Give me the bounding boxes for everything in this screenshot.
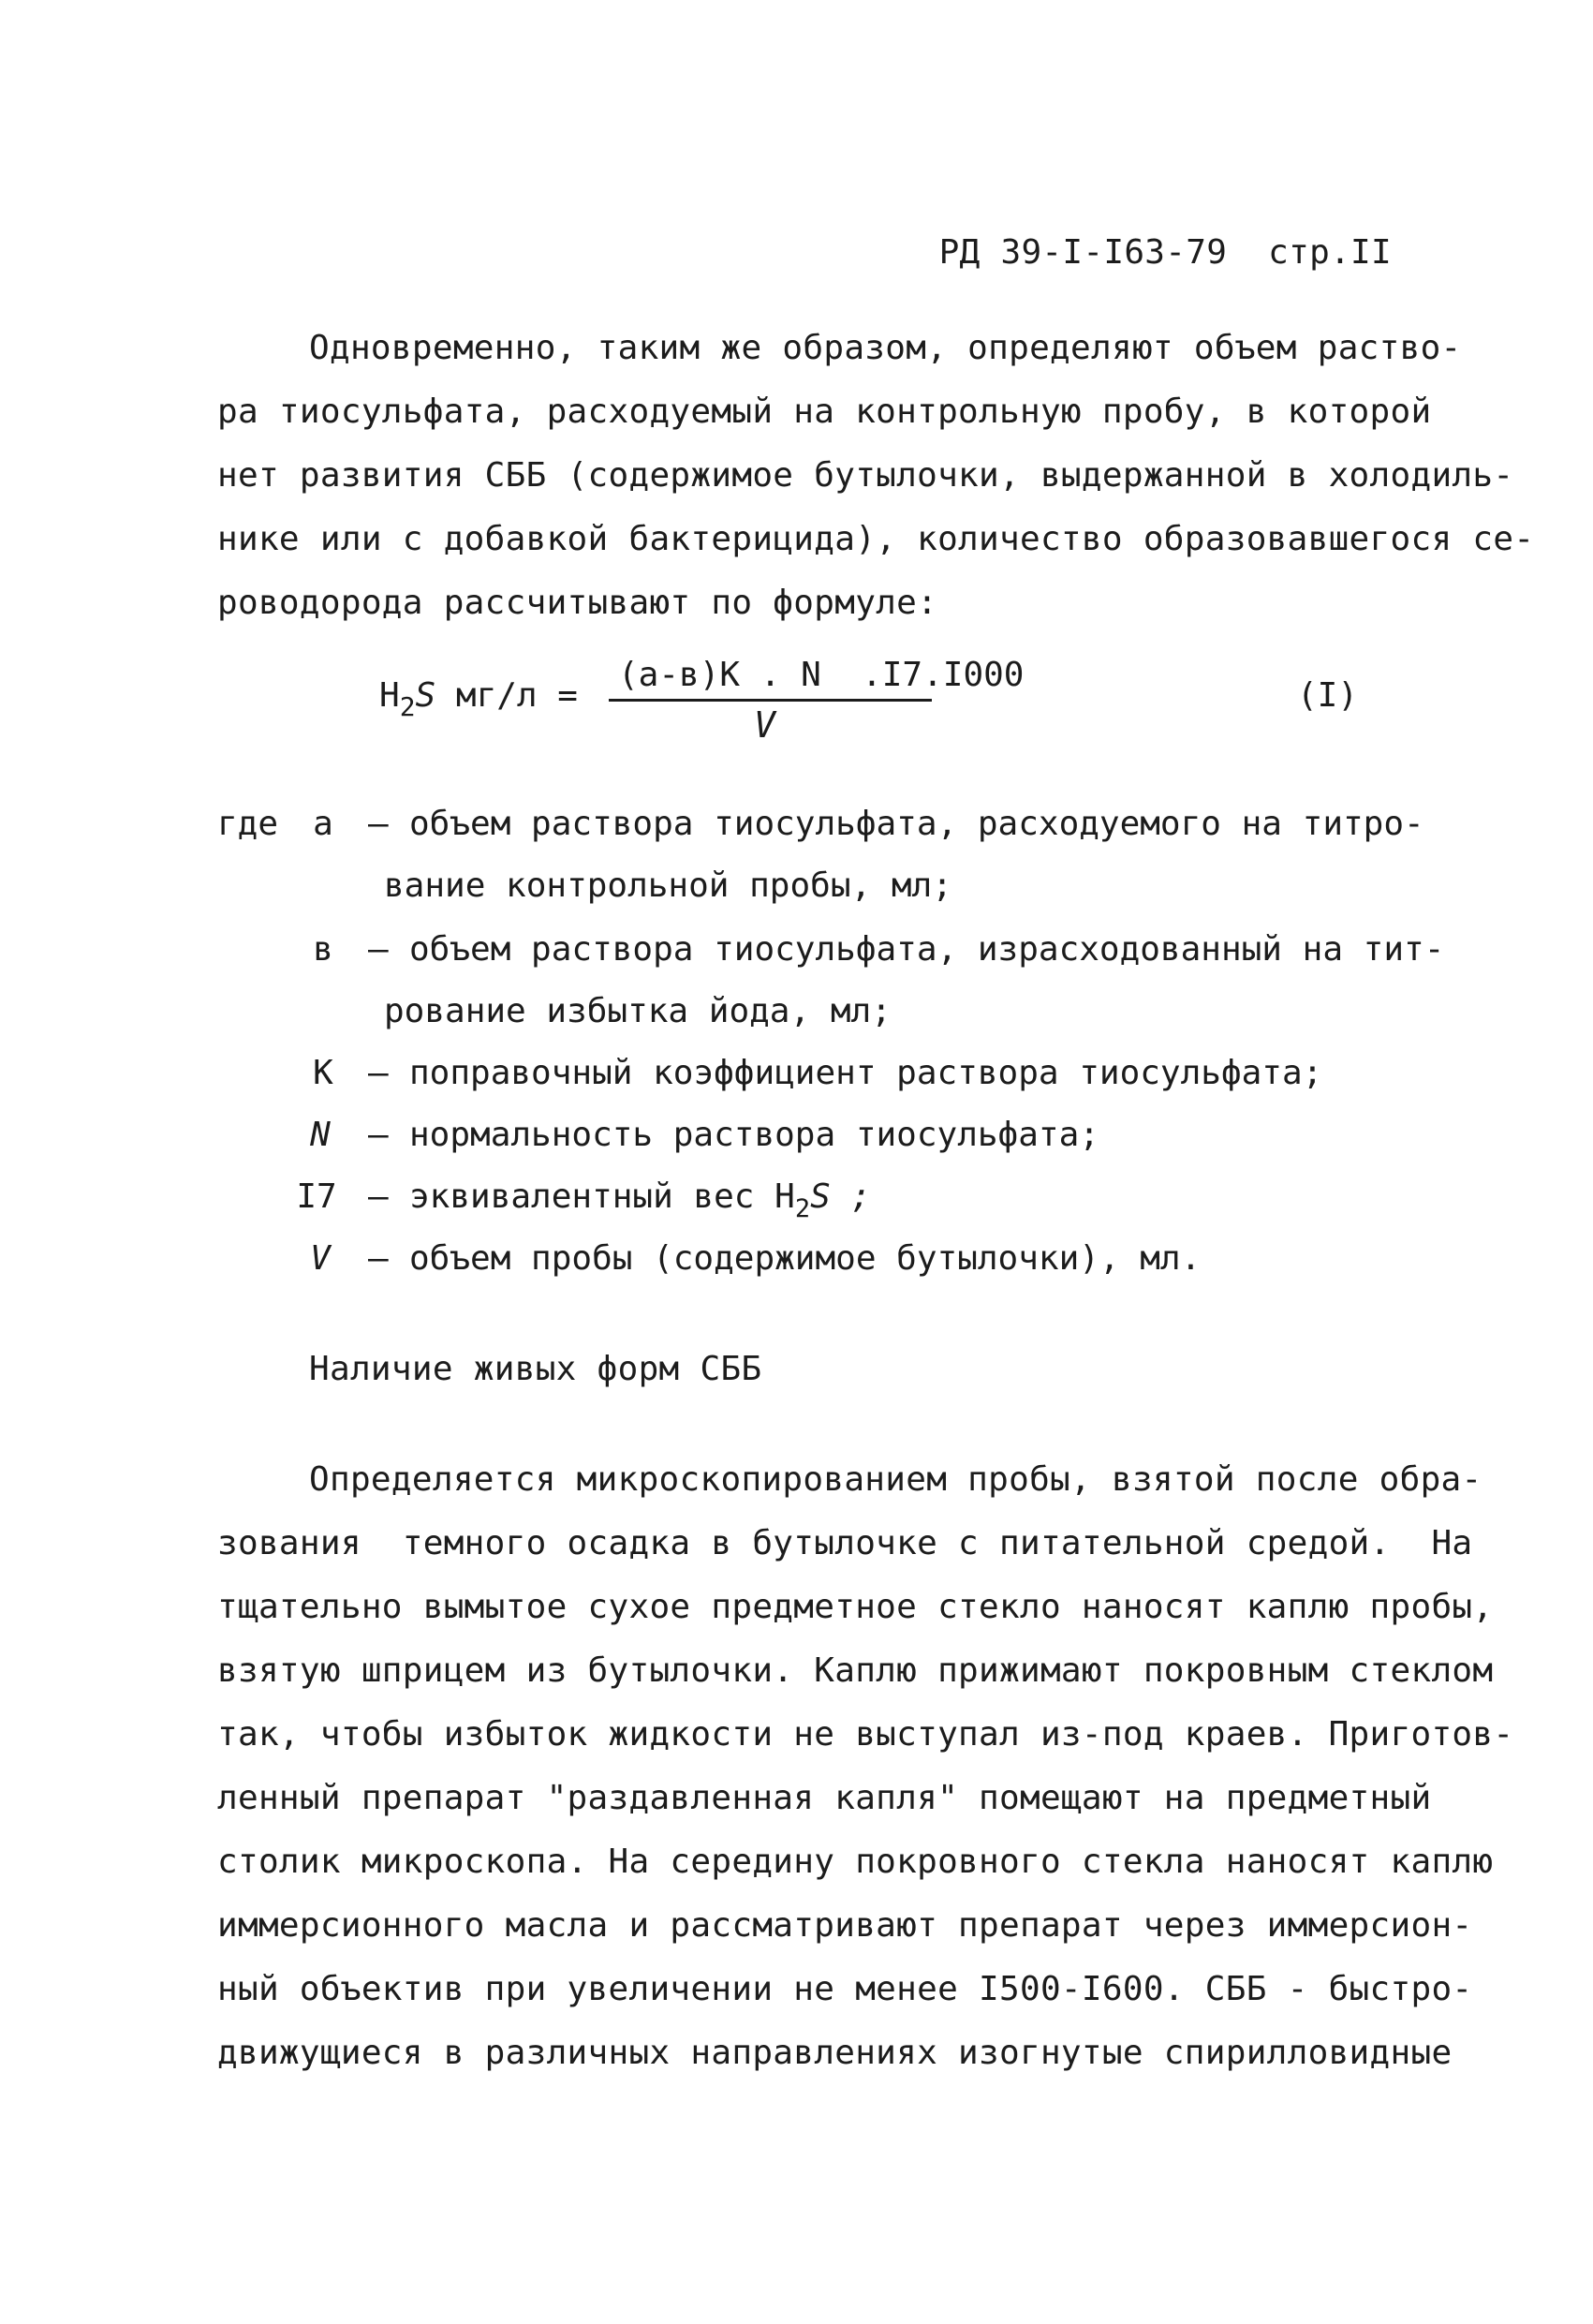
def-symbol-n: N [310, 1116, 331, 1154]
def-symbol-a: а [313, 805, 333, 843]
intro-line-3: нет развития СББ (содержимое бутылочки, выдержанной в холодиль- [217, 456, 1514, 495]
section-line-2: зования темного осадка в бутылочке с питательной средой. На [217, 1524, 1473, 1562]
intro-line-2: ра тиосульфата, расходуемый на контрольную пробу, в которой [217, 392, 1432, 431]
def-dash-v: – [368, 930, 389, 969]
section-line-9: ный объектив при увеличении не менее I500-I600. СББ - быстро- [217, 1970, 1473, 2008]
section-line-1: Определяется микроскопированием пробы, взятой после обра- [309, 1460, 1482, 1499]
formula-numerator: (а-в)К . N .I7.I000 [618, 656, 1025, 694]
def-dash-volume: – [368, 1239, 389, 1278]
intro-line-5: роводорода рассчитывают по формуле: [217, 584, 938, 622]
def-text-17-tail: S ; [810, 1177, 872, 1216]
def-text-17-main: эквивалентный вес H [409, 1177, 795, 1216]
section-line-10: движущиеся в различных направлениях изогнутые спирилловидные [217, 2034, 1453, 2072]
where-label: где [217, 805, 279, 843]
def-text-k: поправочный коэффициент раствора тиосульфата; [409, 1054, 1323, 1092]
formula-lhs [379, 676, 578, 722]
formula-denominator: V [754, 704, 775, 746]
formula-number: (I) [1297, 676, 1359, 715]
def-symbol-v: в [313, 930, 333, 969]
section-line-5: так, чтобы избыток жидкости не выступал из-под краев. Приготов- [217, 1715, 1514, 1754]
def-text-17 [409, 1177, 871, 1230]
section-line-4: взятую шприцем из бутылочки. Каплю прижимают покровным стеклом [217, 1651, 1494, 1690]
def-dash-k: – [368, 1054, 389, 1092]
def-text-a-2: вание контрольной пробы, мл; [384, 866, 952, 905]
formula-block [379, 656, 1484, 787]
formula-h-subscript: 2 [399, 691, 416, 722]
document-reference-header: РД 39-I-I63-79 стр.II [938, 233, 1392, 272]
formula-fraction-bar [609, 699, 932, 702]
intro-line-1: Одновременно, таким же образом, определяют объем раство- [309, 329, 1462, 367]
def-text-volume: объем пробы (содержимое бутылочки), мл. [409, 1239, 1202, 1278]
section-line-8: иммерсионного масла и рассматривают препарат через иммерсион- [217, 1906, 1473, 1945]
section-line-3: тщательно вымытое сухое предметное стекло наносят каплю пробы, [217, 1588, 1494, 1626]
def-symbol-17: I7 [296, 1177, 337, 1216]
def-dash-17: – [368, 1177, 389, 1216]
def-symbol-k: К [313, 1054, 333, 1092]
def-text-v-1: объем раствора тиосульфата, израсходованный на тит- [409, 930, 1445, 969]
def-text-a-1: объем раствора тиосульфата, расходуемого на титро- [409, 805, 1424, 843]
section-heading: Наличие живых форм СББ [309, 1350, 762, 1388]
def-symbol-volume: V [310, 1239, 331, 1278]
formula-h: H [379, 676, 400, 715]
formula-s: S [415, 676, 436, 715]
def-text-17-subscript: 2 [794, 1194, 811, 1223]
def-text-v-2: рование избытка йода, мл; [384, 992, 892, 1030]
def-text-n: нормальность раствора тиосульфата; [409, 1116, 1099, 1154]
formula-unit: мг/л = [435, 676, 578, 715]
def-dash-n: – [368, 1116, 389, 1154]
intro-line-4: нике или с добавкой бактерицида), количество образовавшегося се- [217, 520, 1535, 558]
def-dash-a: – [368, 805, 389, 843]
section-line-6: ленный препарат "раздавленная капля" помещают на предметный [217, 1779, 1432, 1817]
section-line-7: столик микроскопа. На середину покровного стекла наносят каплю [217, 1843, 1494, 1881]
